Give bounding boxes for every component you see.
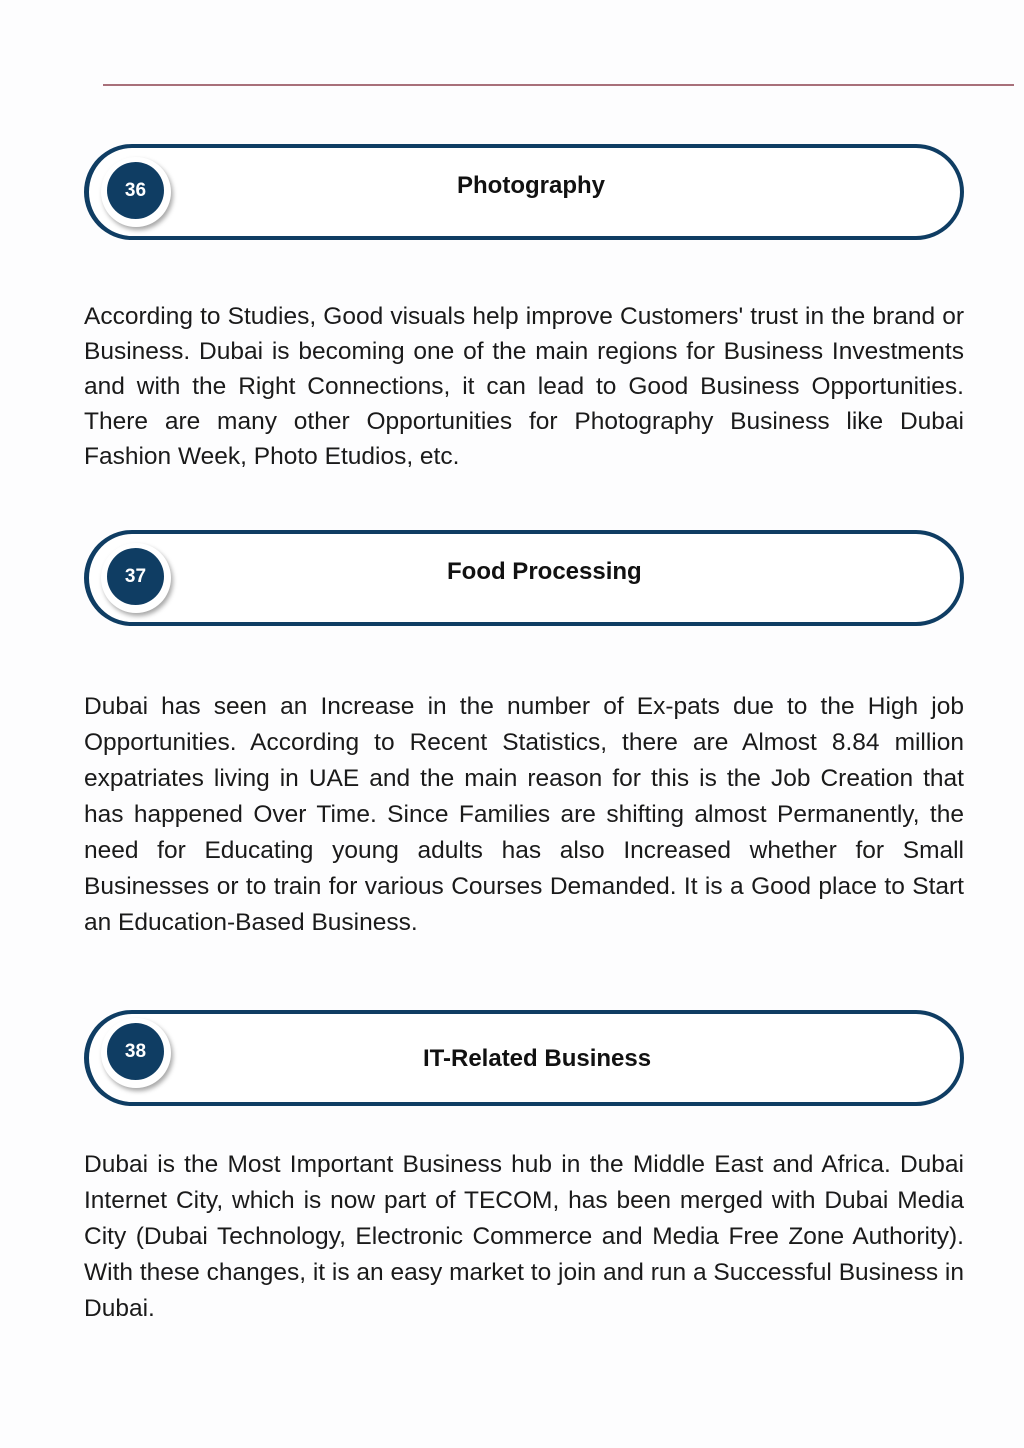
section-number-badge [101,543,171,613]
section-number: 36 [107,162,164,219]
section-number-badge [101,157,171,227]
section-number: 37 [107,548,164,605]
top-divider [103,84,1014,86]
section-body-food-processing: Dubai has seen an Increase in the number of Ex-pats due to the High job Opportunities. According to Recent Statistics, there are Almost 8.84 million expatriates living in UAE and the main reason for this is the Job Creation that has happened Over Time. Since Families are shifting almost Permanently, the need for Educating young adults has also Increased whether for Small Businesses or to train for various Courses Demanded. It is a Good place to Start an Education-Based Business. [84,693,964,936]
section-title: Food Processing [447,558,642,585]
section-header-photography [84,144,964,240]
section-title: IT-Related Business [423,1045,652,1072]
section-number: 38 [107,1023,164,1080]
section-body-photography: According to Studies, Good visuals help improve Customers' trust in the brand or Business. Dubai is becoming one of the main regions for Business Investments and with the Right Connections, it can lead to Good Business Opportunities. There are many other Opportunities for Photography Business like Dubai Fashion Week, Photo Etudios, etc. [84,303,964,470]
section-title: Photography [457,172,605,199]
section-number-badge [101,1018,171,1088]
section-body-it-related-business: Dubai is the Most Important Business hub in the Middle East and Africa. Dubai Internet City, which is now part of TECOM, has been merged with Dubai Media City (Dubai Technology, Electronic Commerce and Media Free Zone Authority). With these changes, it is an easy market to join and run a Successful Business in Dubai. [84,1151,964,1322]
section-header-it-related-business [84,1010,964,1106]
section-header-food-processing [84,530,964,626]
